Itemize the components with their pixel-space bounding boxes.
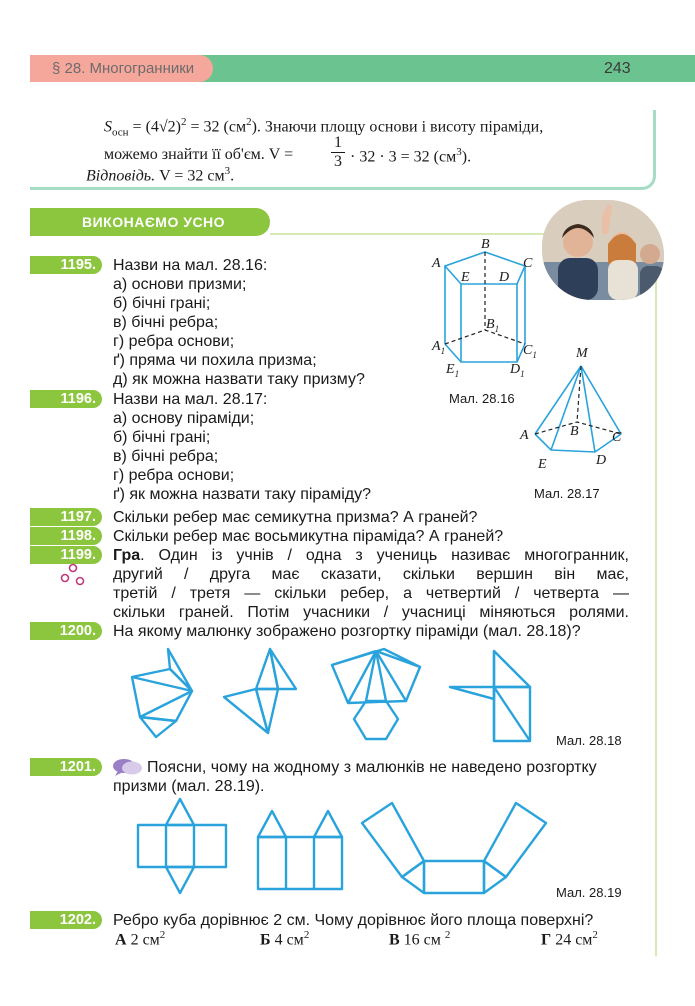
task-1195-line: а) основи призми; [113,276,247,293]
net-d [494,651,530,687]
task-1199-line-4: скільки граней. Потім учасники / учасниці міняються ролями. [113,604,629,621]
label-M: M [576,346,588,361]
label-D: D [596,453,607,468]
solution-line-1 [104,116,543,139]
task-1195-line: д) як можна назвати таку призму? [113,371,365,388]
expr-eq: = 32 (см [186,118,247,136]
fraction [331,134,345,171]
solution-answer: Відповідь. V = 32 $см^3$. [86,165,235,185]
option-value: 16 см [399,931,445,949]
task-1199-text-1: . Один із учнів / одна з учениць називає многогранник, [140,547,629,564]
answer-option-a[interactable] [115,929,165,949]
solution-line-2b: · 32 · 3 = 32 $(см^3)$. [350,146,472,166]
solution-text-1: ). Знаючи площу основи і висоту піраміди, [251,118,544,136]
task-1201-text-1: Поясни, чому на жодному з малюнків не наведено розгортку [147,759,597,776]
label-D: D [499,270,510,285]
task-1196-line: б) бічні грані; [113,429,211,446]
task-1202-text: Ребро куба дорівнює 2 см. Чому дорівнює його площа поверхні? [113,912,594,929]
task-1200-text: На якому малюнку зображено розгортку піраміди (мал. 28.18)? [113,623,581,640]
option-letter: Б [260,931,271,949]
task-1196-line: Назви на мал. 28.17: [113,391,268,408]
task-number-1197: 1197. [30,508,102,526]
sq-2: 2 [246,116,252,128]
option-value: 24 см [551,931,593,949]
solution-text-2: можемо знайти її об'єм. V = [104,146,294,163]
solution-text-2b: · 32 · 3 = 32 (см [350,148,457,166]
speech-bubbles-icon [112,757,144,777]
task-1195-line: г) ребра основи; [113,333,235,350]
task-1199-line-2: другий / друга має сказати, скільки вершин він має, [113,566,629,583]
sq-1: 2 [181,116,187,128]
figure-28-19-nets [130,795,570,900]
answer-option-b[interactable] [260,929,309,949]
solution-line-2 [104,146,293,164]
task-1196-line: г) ребра основи; [113,467,235,484]
label-A: A [520,428,529,443]
figure-28-18-nets [120,645,590,745]
caption-28-16: Мал. 28.16 [449,391,515,406]
caption-28-19: Мал. 28.19 [556,885,622,900]
expr: = (4√2) [128,118,182,136]
task-1195-line: Назви на мал. 28.16: [113,257,268,274]
label-B: B [570,424,579,439]
caption-28-17: Мал. 28.17 [534,486,600,501]
label-B: B [481,237,490,252]
label-E: E [461,270,470,285]
task-1196-line: ґ) як можна назвати таку піраміду? [113,486,372,503]
task-number-1201: 1201. [30,758,102,776]
option-sup: 2 [592,929,598,941]
s-symbol: S [104,118,112,136]
label-C: C [523,256,533,271]
option-sup: 2 [159,929,166,941]
option-sup: 2 [444,929,451,941]
task-number-1202: 1202. [30,911,102,929]
task-1199-line-3: третій / третя — скільки ребер, а четвертий / четверта — [113,585,629,602]
task-1198-text: Скільки ребер має восьмикутна піраміда? А граней? [113,528,504,545]
label-B1: $B_1$ [486,317,500,334]
task-1197-text: Скільки ребер має семикутна призма? А граней? [113,509,478,526]
right-margin-line [655,240,657,956]
answer-option-d[interactable] [541,929,598,949]
task-1199-line-1 [113,546,629,565]
label-A1: $A_1$ [432,339,446,356]
students-photo [542,200,664,300]
label-A: A [432,256,441,271]
label-E: E [538,457,547,472]
task-number-1200: 1200. [30,622,102,640]
task-1196-line: а) основу піраміди; [113,410,255,427]
caption-28-18: Мал. 28.18 [556,733,622,748]
fraction-numerator: 1 [334,134,342,151]
option-letter: Г [541,931,552,949]
option-value: 4 см [270,931,304,949]
option-sup: 2 [303,929,310,941]
option-value: 2 см [126,931,160,949]
label-D1: $D_1$ [510,362,525,379]
section-header: ВИКОНАЄМО УСНО [30,208,270,236]
task-1195-line: в) бічні ребра; [113,314,219,331]
label-C1: $C_1$ [523,343,537,360]
solution-text-2c: ). [461,148,472,166]
task-number-1196: 1196. [30,390,102,408]
option-letter: В [389,931,400,949]
answer-text: V = 32 см [155,167,225,185]
task-number-1195: 1195. [30,256,102,274]
net-3 [362,803,424,877]
task-number-1198: 1198. [30,527,102,545]
figure-28-17-pyramid [525,358,635,463]
answer-end: . [230,167,235,185]
fraction-denominator: 3 [331,152,345,171]
option-letter: А [115,931,127,949]
net-1 [138,825,226,867]
game-label: Гра [113,547,141,564]
label-E1: $E_1$ [446,362,460,379]
task-1201-text-2: призми (мал. 28.19). [113,778,265,795]
group-icon [60,563,86,587]
task-1195-line: ґ) пряма чи похила призма; [113,352,317,369]
label-C: C [612,430,622,445]
s-subscript: осн [112,126,129,139]
section-title-tab: § 28. Многогранники [30,55,213,82]
task-1196-line: в) бічні ребра; [113,448,219,465]
task-number-1199: 1199. [30,546,102,564]
net-2 [258,837,342,889]
task-1195-line: б) бічні грані; [113,295,211,312]
answer-option-c[interactable] [389,929,450,949]
page-number: 243 [604,60,631,77]
answer-label: Відповідь. [86,167,156,185]
